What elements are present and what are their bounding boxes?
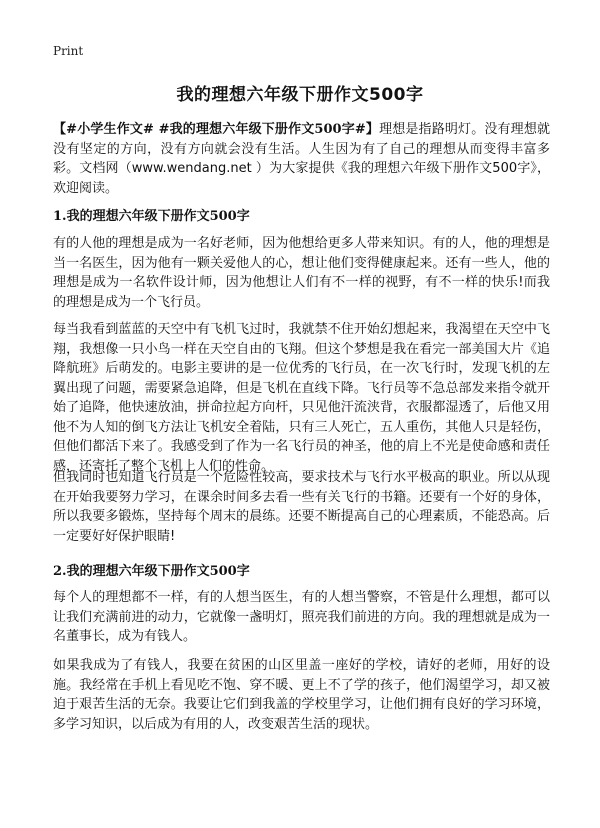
section-heading-2: 2.我的理想六年级下册作文500字 — [53, 564, 250, 579]
paragraph: 如果我成为了有钱人，我要在贫困的山区里盖一座好的学校，请好的老师，用好的设施。我经常在手机上看见吃不饱、穿不暖、更上不了学的孩子，他们渴望学习，却又被迫于艰苦生活的无奈。我要让它们到我盖的学校里学习，让他们拥有良好的学习环境，多学习知识，以后成为有用的人，改变艰苦生活的现状。 — [53, 658, 550, 732]
intro-paragraph — [53, 120, 550, 198]
paragraph: 每当我看到蓝蓝的天空中有飞机飞过时，我就禁不住开始幻想起来，我渴望在天空中飞翔，我想像一只小鸟一样在天空自由的飞翔。但这个梦想是我在看完一部美国大片《追降航班》后萌发的。电影主要讲的是一位优秀的飞行员，在一次飞行时，发现飞机的左翼出现了问题，需要紧急追降，但是飞机在直线下降。飞行员等不急总部发来指令就开始了追降，他快速放油，拼命拉起方向杆，只见他汗流浃背，衣服都湿透了，后他又用他不为人知的倒飞方法让飞机安全着陆，只有三人死亡，五人重伤，其他人只是轻伤，但他们都活下来了。我感受到了作为一名飞行员的神圣，他的肩上不光是使命感和责任感，还寄托了整个飞机上人们的性命。 — [53, 322, 550, 474]
paragraph: 有的人他的理想是成为一名好老师，因为他想给更多人带来知识。有的人，他的理想是当一名医生，因为他有一颗关爱他人的心，想让他们变得健康起来。还有一些人，他的理想是成为一名软件设计师，因为他想让人们有不一样的视野，有不一样的快乐!而我的理想是成为一个飞行员。 — [53, 236, 550, 310]
print-label: Print — [53, 44, 84, 58]
intro-tag: 【#小学生作文# #我的理想六年级下册作文500字#】 — [53, 122, 380, 137]
section-heading-1: 1.我的理想六年级下册作文500字 — [53, 209, 250, 224]
page-title: 我的理想六年级下册作文500字 — [176, 85, 424, 105]
intro-text: 理想是指路明灯。没有理想就没有坚定的方向，没有方向就会没有生活。人生因为有了自己的理想从而变得丰富多彩。文档网（www.wendang.net ）为大家提供《我的理想六年级下册作文500字》，欢迎阅读。 — [53, 122, 550, 196]
paragraph: 每个人的理想都不一样，有的人想当医生，有的人想当警察，不管是什么理想，都可以让我们充满前进的动力，它就像一盏明灯，照亮我们前进的方向。我的理想就是成为一名董事长，成为有钱人。 — [53, 590, 550, 644]
paragraph: 但我同时也知道飞行员是一个危险性较高，要求技术与飞行水平极高的职业。所以从现在开始我要努力学习，在课余时间多去看一些有关飞行的书籍。还要有一个好的身体，所以我要多锻炼，坚持每个周末的晨练。还要不断提高自己的心理素质，不能恐高。后一定要好好保护眼睛! — [53, 470, 550, 544]
